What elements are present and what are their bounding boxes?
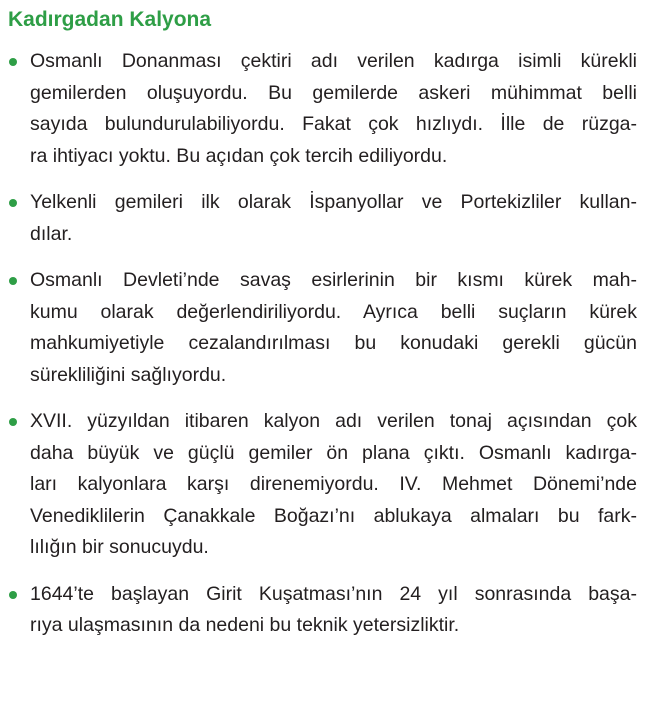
text-line: daha büyük ve güçlü gemiler ön plana çıktı. Osmanlı kadırga-: [30, 441, 637, 464]
text-line: ra ihtiyacı yoktu. Bu açıdan çok tercih ediliyordu.: [30, 144, 448, 167]
text-line: dılar.: [30, 222, 73, 245]
bullet-dot-icon: [9, 199, 17, 207]
text-line: Osmanlı Donanması çektiri adı verilen kadırga isimli kürekli: [30, 50, 637, 72]
text-line: Venediklilerin Çanakkale Boğazı’nı ablukaya almaları bu fark-: [30, 504, 637, 527]
text-line: sayıda bulundurulabiliyordu. Fakat çok hızlıydı. İlle de rüzga-: [30, 113, 637, 135]
list-item: [8, 46, 637, 172]
text-line: mahkumiyetiyle cezalandırılması bu konudaki gerekli gücün: [30, 332, 637, 354]
text-line: rıya ulaşmasının da nedeni bu teknik yetersizliktir.: [30, 614, 460, 636]
bullet-dot-icon: [9, 58, 17, 66]
text-line: kumu olarak değerlendiriliyordu. Ayrıca belli suçların kürek: [30, 300, 637, 323]
list-item: [8, 265, 637, 391]
list-item: [8, 406, 637, 564]
text-line: XVII. yüzyıldan itibaren kalyon adı verilen tonaj açısından çok: [30, 410, 637, 432]
text-line: 1644’te başlayan Girit Kuşatması’nın 24 yıl sonrasında başa-: [30, 582, 637, 605]
text-line: gemilerden oluşuyordu. Bu gemilerde askeri mühimmat belli: [30, 81, 637, 104]
text-line: Yelkenli gemileri ilk olarak İspanyollar ve Portekizliler kullan-: [30, 191, 637, 213]
text-line: ları kalyonlara karşı direnemiyordu. IV. Mehmet Dönemi’nde: [30, 473, 637, 495]
text-line: Osmanlı Devleti’nde savaş esirlerinin bir kısmı kürek mah-: [30, 269, 637, 291]
bullet-dot-icon: [9, 277, 17, 285]
text-line: lılığın bir sonucuydu.: [30, 536, 209, 558]
bullet-dot-icon: [9, 591, 17, 599]
bullet-dot-icon: [9, 418, 17, 426]
list-item: [8, 579, 637, 642]
section-title: Kadırgadan Kalyona: [8, 8, 212, 31]
text-line: sürekliliğini sağlıyordu.: [30, 363, 227, 386]
list-item: [8, 187, 637, 250]
bullet-list: [8, 46, 637, 642]
